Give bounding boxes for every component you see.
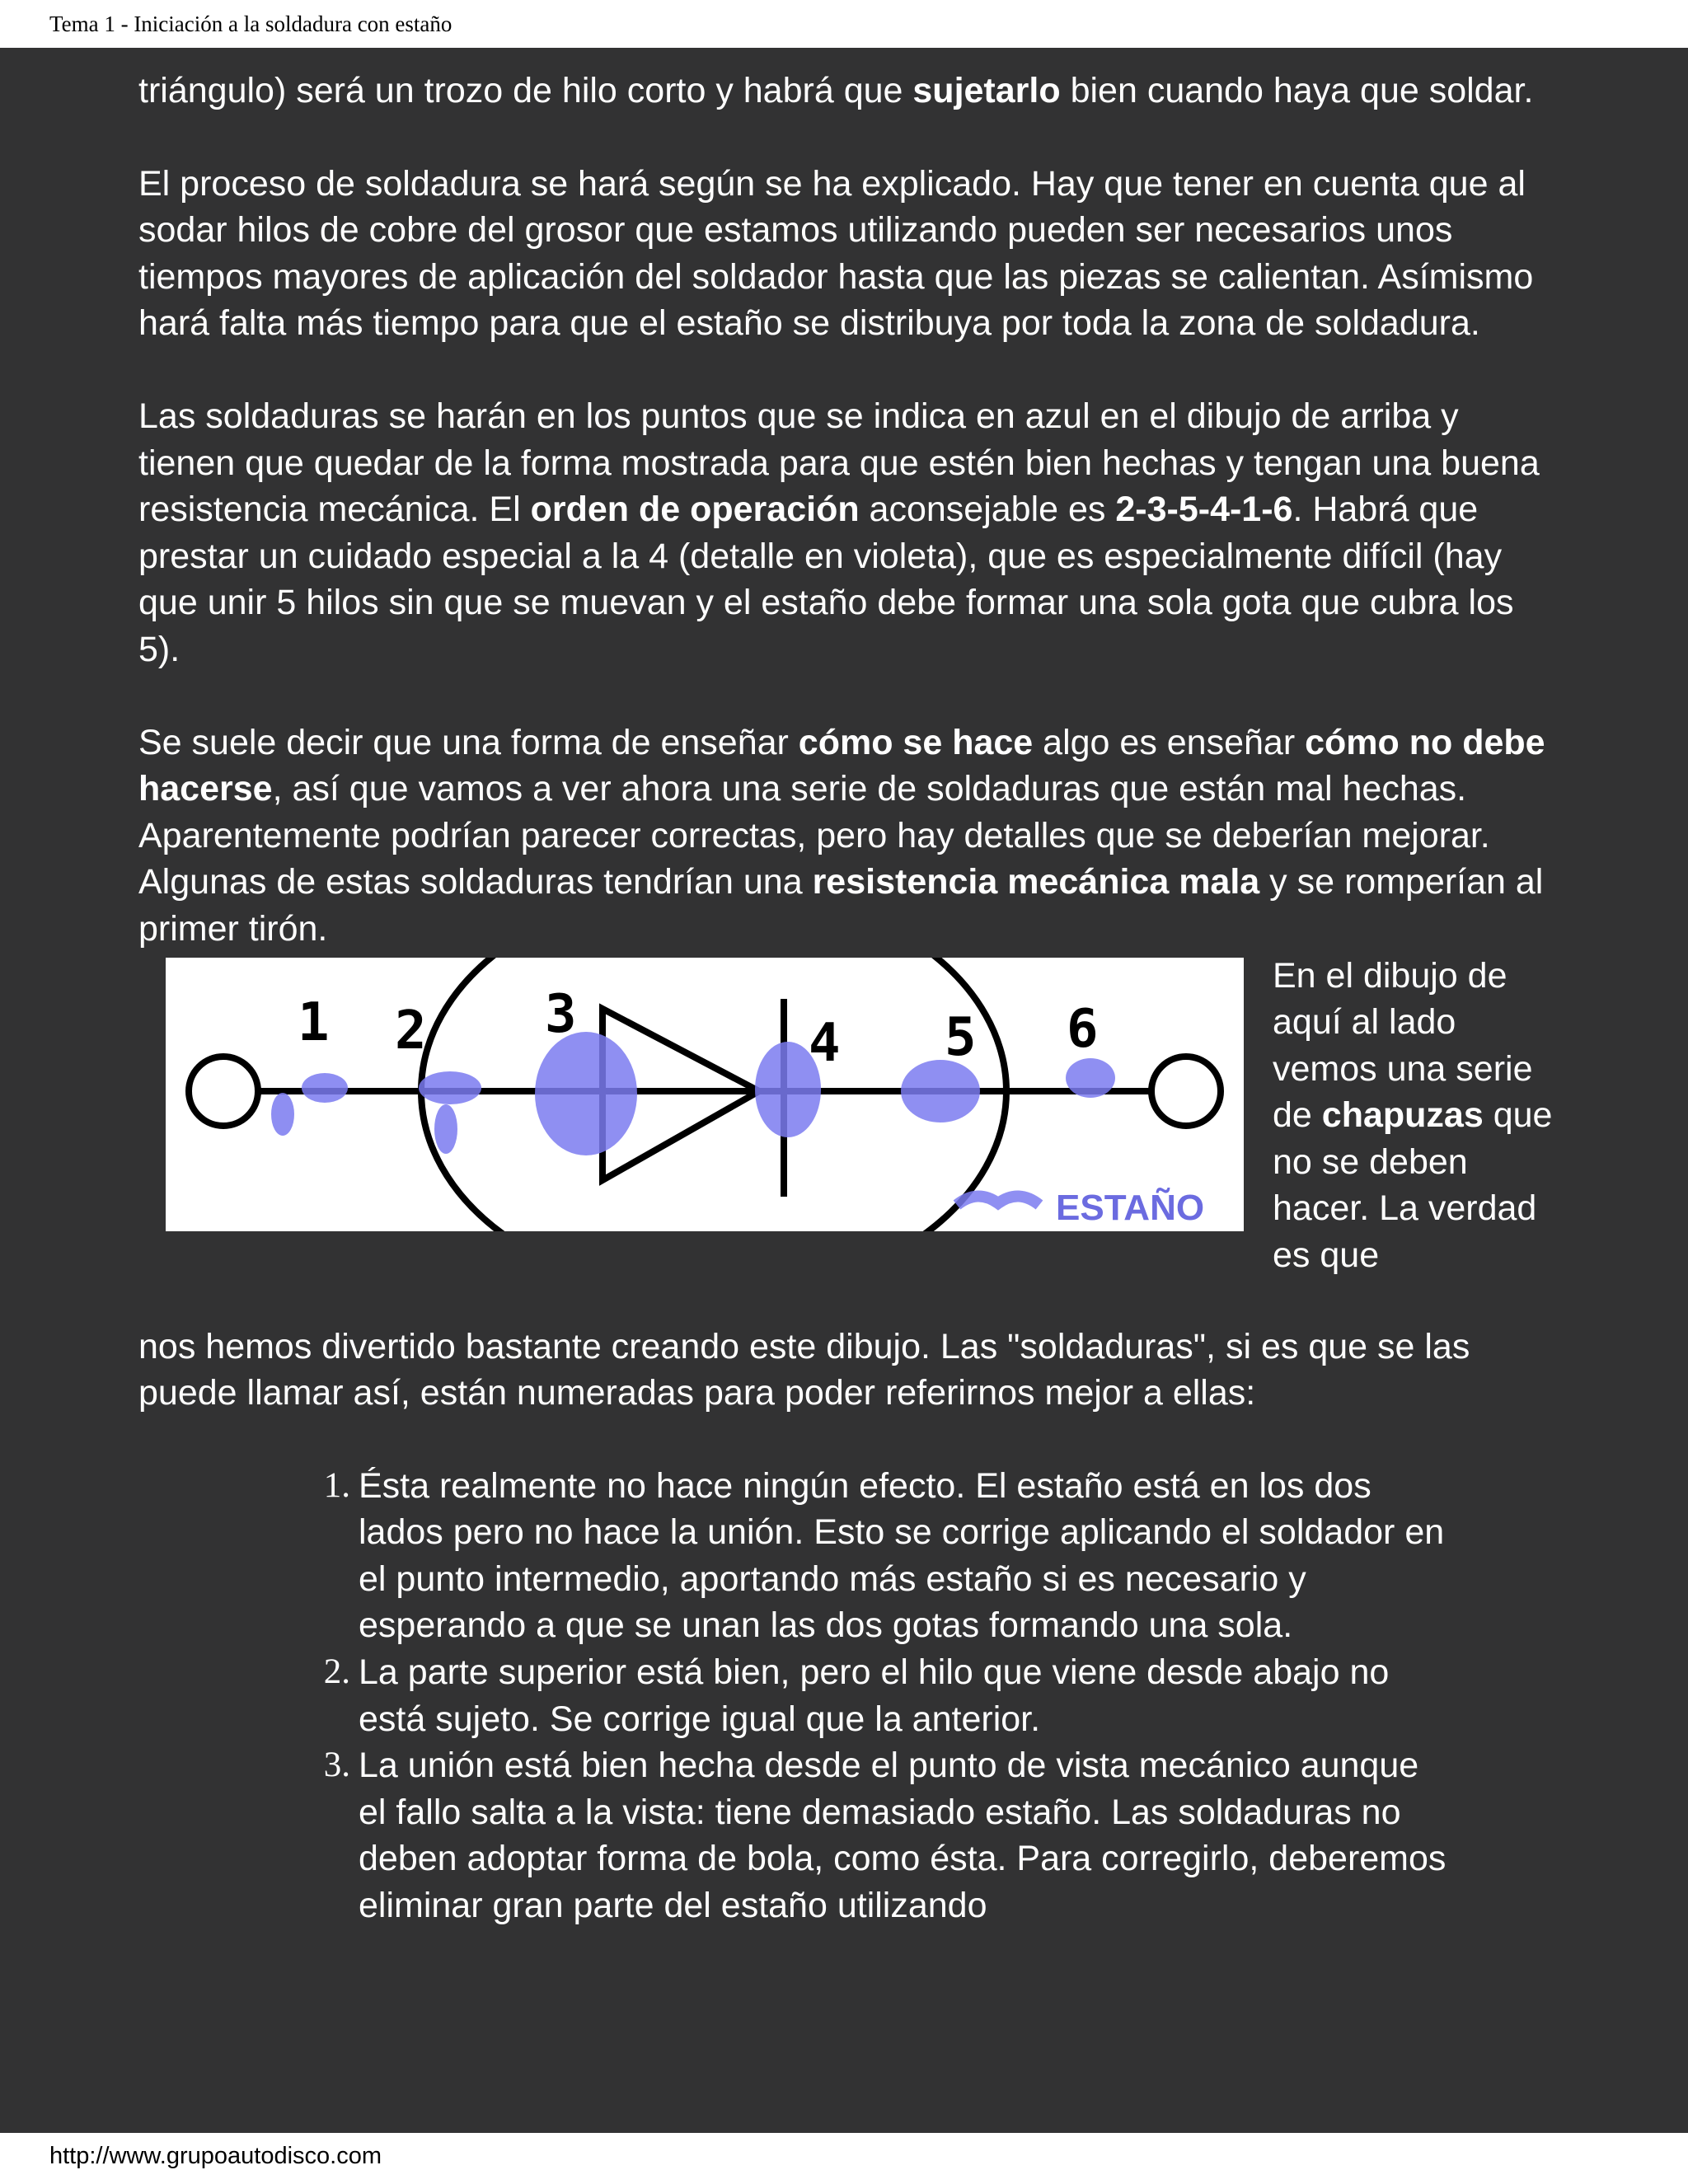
- content-area: [0, 48, 1688, 2133]
- bold-text: resistencia mecánica mala: [812, 862, 1260, 902]
- legend-swatch: [957, 1196, 1039, 1205]
- list-number: 2.: [323, 1652, 350, 1692]
- legend-label: ESTAÑO: [1056, 1187, 1205, 1228]
- list-item-text: La parte superior está bien, pero el hilo que viene desde abajo no está sujeto. Se corrige igual que la anterior.: [359, 1652, 1390, 1739]
- text-segment: nos hemos divertido bastante creando este dibujo. Las "soldaduras", si es que se las puede llamar así, están numeradas para poder referirnos mejor a ellas:: [138, 1326, 1470, 1413]
- page-footer: [0, 2133, 1688, 2184]
- text-segment: . Habrá que prestar un cuidado especial a la 4 (detalle en violeta), que es especialmente difícil (hay que unir 5 hilos sin que se muevan y el estaño debe formar una sola gota que cubra los 5).: [138, 490, 1514, 669]
- figure-row: [138, 953, 1564, 1324]
- bold-text: 2-3-5-4-1-6: [1115, 490, 1293, 530]
- label-6: 6: [1067, 998, 1099, 1060]
- document-title: Tema 1 - Iniciación a la soldadura con estaño: [49, 12, 452, 36]
- bold-text: cómo no debe hacerse: [138, 722, 1545, 809]
- tin-blob-2b: [434, 1104, 457, 1154]
- side-paragraph: [1273, 953, 1553, 1279]
- tin-blob-6: [1066, 1058, 1115, 1098]
- page-text: [138, 68, 1564, 1929]
- text-segment: En el dibujo de aquí al lado vemos una serie de: [1273, 955, 1533, 1136]
- bold-text: chapuzas: [1321, 1095, 1484, 1136]
- page-header: [0, 0, 1688, 48]
- tin-blob-2a: [419, 1071, 481, 1104]
- bold-text: cómo se hace: [798, 722, 1034, 762]
- solder-diagram: [166, 958, 1244, 1231]
- paragraph-process: [138, 161, 1564, 347]
- paragraph-intro: [138, 68, 1564, 115]
- text-segment: que no se deben hacer. La verdad es que: [1273, 1095, 1553, 1276]
- list-number: 3.: [323, 1746, 350, 1785]
- bold-text: orden de operación: [530, 490, 860, 530]
- list-item: [323, 1649, 1447, 1742]
- paragraph-order: [138, 393, 1564, 673]
- tin-blob-1b: [271, 1093, 294, 1136]
- solder-diagram-svg: [166, 958, 1244, 1231]
- list-item-text: Ésta realmente no hace ningún efecto. El estaño está en los dos lados pero no hace la unión. Esto se corrige aplicando el soldador en el punto intermedio, aportando más estaño si es necesario y esperando a que se unan las dos gotas formando una sola.: [359, 1465, 1445, 1646]
- list-item-text: La unión está bien hecha desde el punto de vista mecánico aunque el fallo salta a la vista: tiene demasiado estaño. Las soldaduras no deben adoptar forma de bola, como ésta. Para corregirlo, deberemos eliminar gran parte del estaño utilizando: [359, 1746, 1447, 1926]
- label-3: 3: [545, 983, 577, 1045]
- label-2: 2: [395, 1000, 427, 1062]
- label-4: 4: [809, 1012, 841, 1074]
- paragraph-continuation: [138, 1324, 1564, 1417]
- text-segment: triángulo) será un trozo de hilo corto y habrá que: [138, 71, 913, 110]
- numbered-list: [323, 1463, 1447, 1929]
- list-item: [323, 1742, 1447, 1929]
- text-segment: algo es enseñar: [1033, 722, 1306, 762]
- right-loop: [1151, 1057, 1221, 1126]
- text-segment: El proceso de soldadura se hará según se ha explicado. Hay que tener en cuenta que al sodar hilos de cobre del grosor que estamos utilizando pueden ser necesarios unos tiempos mayores de aplicación del soldador hasta que las piezas se calientan. Asímismo hará falta más tiempo para que el estaño se distribuya por toda la zona de soldadura.: [138, 163, 1534, 344]
- bold-text: sujetarlo: [912, 71, 1061, 110]
- list-number: 1.: [323, 1465, 350, 1505]
- list-item: [323, 1463, 1447, 1649]
- label-5: 5: [945, 1006, 977, 1068]
- footer-url: http://www.grupoautodisco.com: [49, 2143, 382, 2169]
- text-segment: bien cuando haya que soldar.: [1060, 71, 1534, 110]
- tin-blob-1a: [302, 1073, 348, 1103]
- text-segment: Se suele decir que una forma de enseñar: [138, 722, 799, 762]
- paragraph-bad-examples: [138, 719, 1564, 953]
- text-segment: aconsejable es: [859, 490, 1116, 530]
- label-1: 1: [298, 991, 330, 1053]
- left-loop: [189, 1057, 258, 1126]
- tin-blob-3: [535, 1032, 637, 1155]
- text-segment: , así que vamos a ver ahora una serie de soldaduras que están mal hechas. Aparentemente podrían parecer correctas, pero hay detalles que se deberían mejorar. Algunas de estas soldaduras tendrían una: [138, 769, 1490, 902]
- text-segment: y se romperían al primer tirón.: [138, 862, 1544, 949]
- tin-blob-5: [901, 1060, 980, 1122]
- text-segment: Las soldaduras se harán en los puntos que se indica en azul en el dibujo de arriba y tienen que quedar de la forma mostrada para que estén bien hechas y tengan una buena resistencia mecánica. El: [138, 396, 1540, 530]
